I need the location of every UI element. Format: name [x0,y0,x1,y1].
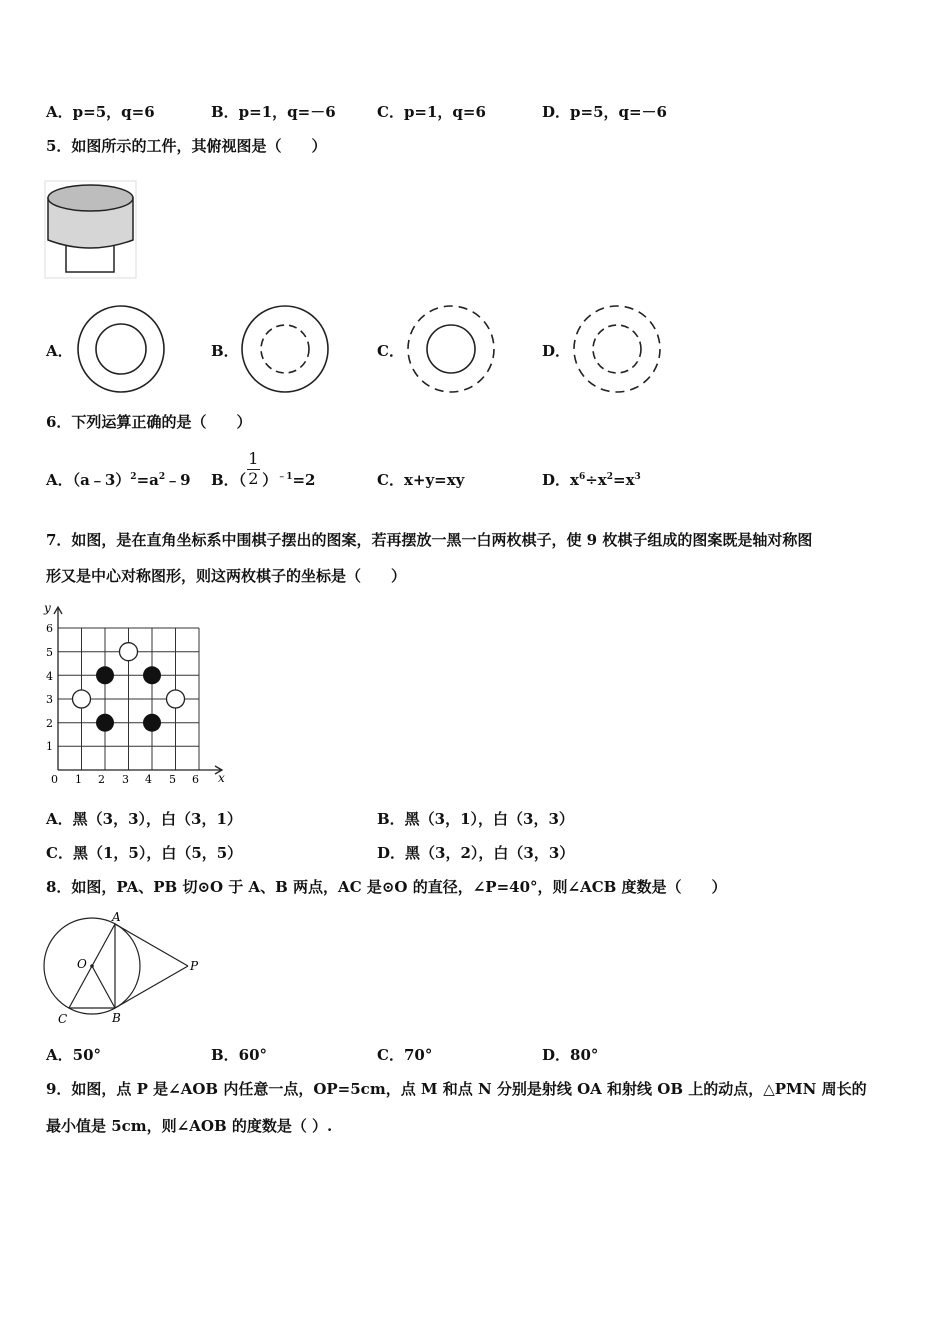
tick-y-5: 5 [46,646,53,659]
q5-label-c: C． [377,342,404,360]
white-stone [167,690,185,708]
q6-option-b: B．（ $\frac{1}{2}$ ）$^{﹣1}$=2 [211,449,316,489]
fraction: $\frac{1}{2}$ [248,449,259,488]
q6-option-a: A．$(a﹣3)^2=a^2﹣9$ [46,471,191,489]
q8-option-a: A．50° [46,1046,102,1064]
tick-x-0: 0 [51,773,58,786]
q5-option-d-figure [570,302,664,396]
q7-stem-line1: 7．如图，是在直角坐标系中围棋子摆出的图案，若再摆放一黑一白两枚棋子，使 9 枚棋子组成的图案既是轴对称图 [46,531,813,549]
white-stone [73,690,91,708]
q5-label-b: B． [211,342,239,360]
tick-y-2: 2 [46,717,53,730]
q7-stem-line2: 形又是中心对称图形，则这两枚棋子的坐标是（ ） [46,567,407,585]
q5-option-c-figure [404,302,498,396]
q9-stem-line2: 最小值是 5cm，则∠AOB 的度数是（ ）. [46,1117,333,1135]
point-a-label: A [112,910,121,924]
tick-y-1: 1 [46,740,53,753]
q7-option-b: B．黑（3，1），白（3，3） [377,810,574,828]
q7-option-d: D．黑（3，2），白（3，3） [377,844,575,862]
tick-y-3: 3 [46,693,53,706]
tick-x-2: 2 [98,773,105,786]
q6-option-c: C．x+y=xy [377,471,465,489]
black-stone [96,714,114,732]
tick-x-3: 3 [122,773,129,786]
axis-y-label: y [44,601,51,615]
black-stone [143,666,161,684]
q7-option-c: C．黑（1，5），白（5，5） [46,844,243,862]
q9-stem-line1: 9．如图，点 P 是∠AOB 内任意一点，OP=5cm，点 M 和点 N 分别是射线 OA 和射线 OB 上的动点，△PMN 周长的 [46,1080,867,1098]
axis-x-label: x [218,771,225,785]
tick-x-4: 4 [145,773,152,786]
q7-option-a: A．黑（3，3），白（3，1） [46,810,242,828]
point-c-label: C [58,1012,68,1026]
tangent-circle-figure [40,908,210,1030]
q5-option-b-figure [238,302,332,396]
q5-label-a: A． [46,342,73,360]
white-stone [120,643,138,661]
tick-x-6: 6 [192,773,199,786]
q4-option-b: B．p=1，q=－6 [211,103,336,121]
tick-y-6: 6 [46,622,53,635]
black-stone [96,666,114,684]
tick-x-1: 1 [75,773,82,786]
q8-option-c: C．70° [377,1046,433,1064]
q4-option-c: C．p=1，q=6 [377,103,486,121]
go-board-figure [40,600,240,795]
black-stone [143,714,161,732]
q6-option-d: D．$x^6\div x^2=x^3$ [542,471,641,489]
workpiece-figure [44,180,138,280]
q4-option-d: D．p=5，q=－6 [542,103,667,121]
q4-option-a: A．p=5，q=6 [46,103,155,121]
q8-option-d: D．80° [542,1046,599,1064]
point-b-label: B [112,1011,121,1025]
q5-stem: 5．如图所示的工件，其俯视图是（ ） [46,137,327,155]
q6-stem: 6．下列运算正确的是（ ） [46,413,252,431]
q5-label-d: D． [542,342,571,360]
point-p-label: P [190,959,199,973]
q8-stem: 8．如图，PA、PB 切⊙O 于 A、B 两点，AC 是⊙O 的直径，∠P=40°，则∠ACB 度数是（ ） [46,878,727,896]
q8-option-b: B．60° [211,1046,268,1064]
q5-option-a-figure [74,302,168,396]
tick-x-5: 5 [169,773,176,786]
tick-y-4: 4 [46,670,53,683]
point-o-label: O [77,957,87,971]
